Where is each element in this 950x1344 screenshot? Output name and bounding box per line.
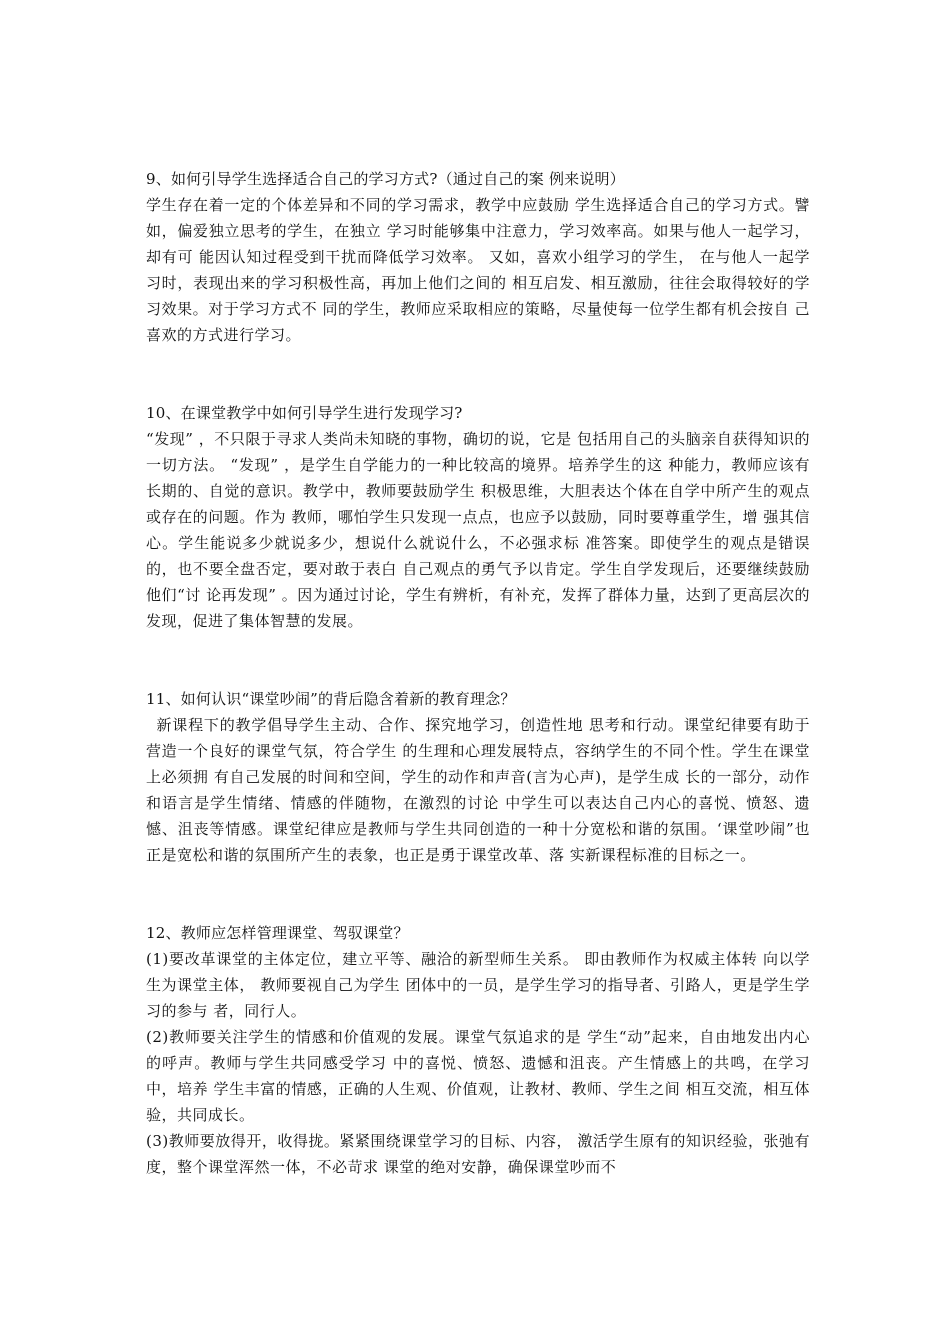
question-11-title: 11、如何认识“课堂吵闹”的背后隐含着新的教育理念？ xyxy=(146,690,516,708)
document-page xyxy=(146,166,810,1180)
question-11 xyxy=(146,686,810,868)
question-12-title: 12、教师应怎样管理课堂、驾驭课堂？ xyxy=(146,924,409,942)
question-10-answer: “发现” ，不只限于寻求人类尚未知晓的事物，确切的说，它是 包括用自己的头脑亲自获得知识的一切方法。 “发现” ，是学生自学能力的一种比较高的境界。培养学生的这 种能力，教师应该有长期的、自觉的意识。教学中，教师要鼓励学生 积极思维，大胆表达个体在自学中所产生的观点或存在的问题。作为 教师，哪怕学生只发现一点点，也应予以鼓励，同时要尊重学生，增 强其信心。学生能说多少就说多少，想说什么就说什么，不必强求标 准答案。即使学生的观点是错误的，也不要全盘否定，要对敢于表白 自己观点的勇气予以肯定。学生自学发现后，还要继续鼓励他们“讨 论再发现” 。因为通过讨论，学生有辨析，有补充，发挥了群体力量，达到了更高层次的发现，促进了集体智慧的发展。 xyxy=(146,430,810,630)
question-12 xyxy=(146,920,810,1180)
question-10 xyxy=(146,400,810,634)
question-9-answer: 学生存在着一定的个体差异和不同的学习需求，教学中应鼓励 学生选择适合自己的学习方式。譬如，偏爱独立思考的学生，在独立 学习时能够集中注意力，学习效率高。如果与他人一起学习，却有可 能因认知过程受到干扰而降低学习效率。 又如，喜欢小组学习的学生， 在与他人一起学习时，表现出来的学习积极性高，再加上他们之间的 相互启发、相互激励，往往会取得较好的学习效果。对于学习方式不 同的学生，教师应采取相应的策略，尽量使每一位学生都有机会按自 己喜欢的方式进行学习。 xyxy=(146,196,810,344)
question-12-point-1: (1)要改革课堂的主体定位，建立平等、融洽的新型师生关系。 即由教师作为权威主体转 向以学生为课堂主体， 教师要视自己为学生 团体中的一员，是学生学习的指导者、引路人，更是学生学习的参与 者，同行人。 xyxy=(146,950,810,1020)
question-12-point-2: (2)教师要关注学生的情感和价值观的发展。课堂气氛追求的是 学生“动”起来，自由地发出内心的呼声。教师与学生共同感受学习 中的喜悦、愤怒、遗憾和沮丧。产生情感上的共鸣，在学习中，培养 学生丰富的情感，正确的人生观、价值观，让教材、教师、学生之间 相互交流，相互体验，共同成长。 xyxy=(146,1028,810,1124)
question-9 xyxy=(146,166,810,348)
question-11-answer: 新课程下的教学倡导学生主动、合作、探究地学习，创造性地 思考和行动。课堂纪律要有助于营造一个良好的课堂气氛，符合学生 的生理和心理发展特点，容纳学生的不同个性。学生在课堂上必须拥 有自己发展的时间和空间，学生的动作和声音(言为心声)，是学生成 长的一部分，动作和语言是学生情绪、情感的伴随物，在激烈的讨论 中学生可以表达自己内心的喜悦、愤怒、遗憾、沮丧等情感。课堂纪律应是教师与学生共同创造的一种十分宽松和谐的氛围。‘课堂吵闹”也正是宽松和谐的氛围所产生的表象，也正是勇于课堂改革、落 实新课程标准的目标之一。 xyxy=(146,716,810,864)
question-12-point-3: (3)教师要放得开，收得拢。紧紧围绕课堂学习的目标、内容， 激活学生原有的知识经验，张弛有度，整个课堂浑然一体，不必苛求 课堂的绝对安静，确保课堂吵而不 xyxy=(146,1132,810,1176)
question-10-title: 10、在课堂教学中如何引导学生进行发现学习? xyxy=(146,404,463,422)
question-9-title: 9、如何引导学生选择适合自己的学习方式?（通过自己的案 例来说明） xyxy=(146,170,625,188)
